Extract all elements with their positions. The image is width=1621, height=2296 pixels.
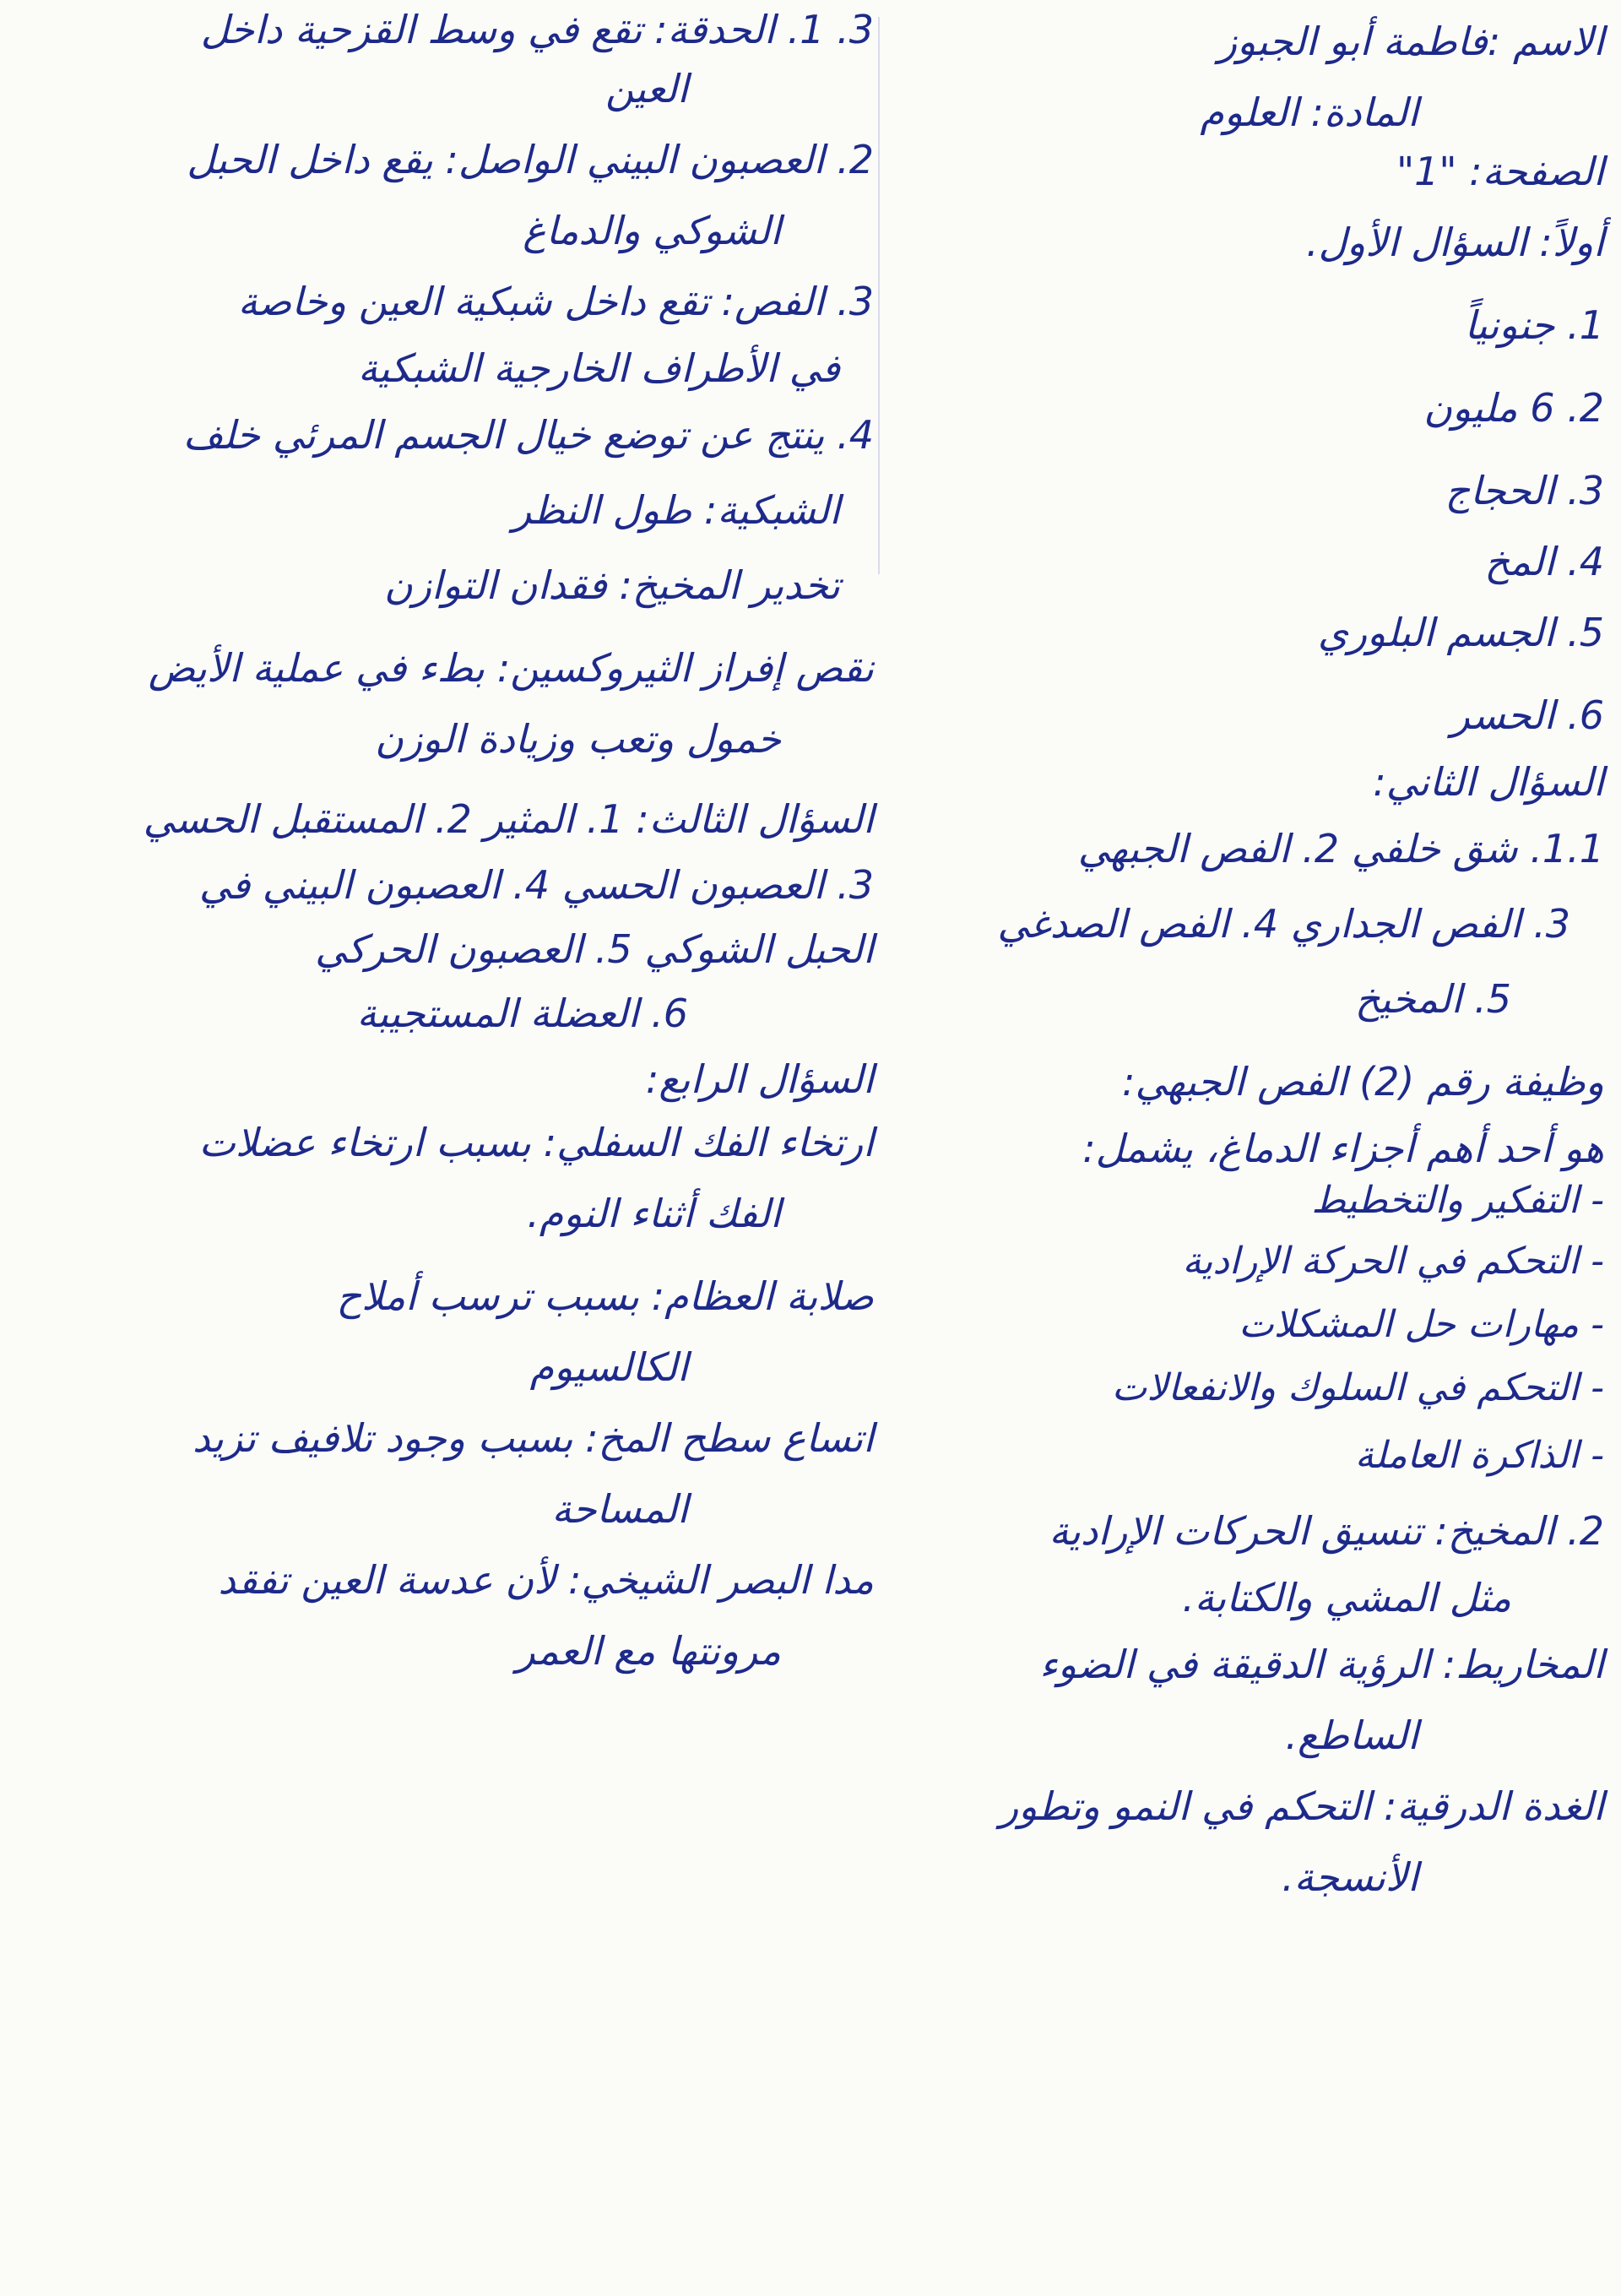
q4-line-3: صلابة العظام: بسبب ترسب أملاح xyxy=(336,1273,874,1319)
q4-line-1: ارتخاء الفك السفلي: بسبب ارتخاء عضلات xyxy=(198,1120,874,1165)
q1-answer-2: 2. 6 مليون xyxy=(1423,385,1604,431)
q4-line-2: الفك أثناء النوم. xyxy=(527,1191,781,1236)
page-number-line: الصفحة: "1" xyxy=(1396,149,1604,194)
q3-line-2: الحبل الشوكي 5. العصبون الحركي xyxy=(315,926,874,972)
q2-line-3: 5. المخيخ xyxy=(1354,976,1511,1022)
pituitary-line: الغدة الدرقية: التحكم في النمو وتطور xyxy=(999,1783,1604,1829)
cerebellum-cont: مثل المشي والكتابة. xyxy=(1182,1575,1511,1620)
function-item-3: - مهارات حل المشكلات xyxy=(1239,1303,1604,1346)
function-item-1: - التفكير والتخطيط xyxy=(1311,1179,1604,1222)
q3-title: السؤال الثالث: 1. المثير 2. المستقبل الحسي xyxy=(143,796,874,842)
q1-title: أولاً: السؤال الأول. xyxy=(1305,220,1604,265)
q3-line-1: 3. العصبون الحسي 4. العصبون البيني في xyxy=(198,862,874,908)
q1-answer-1: 1. جنونياً xyxy=(1464,302,1604,348)
q2-line-1: 1.1. شق خلفي 2. الفص الجبهي xyxy=(1077,826,1604,871)
q4-line-8: مرونتها مع العمر xyxy=(516,1628,781,1674)
q3-part1-line-8: الشبكية: طول النظر xyxy=(512,487,840,533)
q3-line-3: 6. العضلة المستجيبة xyxy=(356,991,688,1036)
student-name: الاسم :فاطمة أبو الجبوز xyxy=(1217,19,1604,64)
cones-cont: الساطع. xyxy=(1285,1713,1418,1758)
q3-part1-line-7: 4. ينتج عن توضع خيال الجسم المرئي خلف xyxy=(182,412,874,458)
cones-line: المخاريط: الرؤية الدقيقة في الضوء xyxy=(1039,1642,1604,1687)
right-column xyxy=(870,0,1604,1907)
q4-line-5: اتساع سطح المخ: بسبب وجود تلافيف تزيد xyxy=(192,1415,874,1461)
q4-line-7: مدا البصر الشيخي: لأن عدسة العين تفقد xyxy=(218,1557,874,1603)
pituitary-cont: الأنسجة. xyxy=(1282,1854,1418,1900)
q3-part1-line-6: في الأطراف الخارجية الشبكية xyxy=(357,345,840,391)
q4-line-4: الكالسيوم xyxy=(529,1344,688,1390)
cerebellum-line: 2. المخيخ: تنسيق الحركات الإرادية xyxy=(1049,1508,1604,1554)
q3-part1-line-5: 3. الفص: تقع داخل شبكية العين وخاصة xyxy=(237,279,874,324)
q2-line-2: 3. الفص الجداري 4. الفص الصدغي xyxy=(997,901,1570,947)
spacer xyxy=(8,768,874,785)
q1-answer-5: 5. الجسم البلوري xyxy=(1317,610,1604,655)
q4-title: السؤال الرابع: xyxy=(645,1056,874,1102)
q1-answer-6: 6. الحسر xyxy=(1450,692,1604,738)
left-column xyxy=(8,0,874,1680)
q1-answer-4: 4. المخ xyxy=(1484,539,1604,584)
subject-line: المادة: العلوم xyxy=(1200,90,1418,135)
function-title: وظيفة رقم (2) الفص الجبهي: xyxy=(1122,1059,1604,1105)
function-item-5: - الذاكرة العاملة xyxy=(1354,1434,1604,1477)
function-intro: هو أحد أهم أجزاء الدماغ، يشمل: xyxy=(1082,1126,1604,1171)
q3-part1-line-3: 2. العصبون البيني الواصل: يقع داخل الحبل xyxy=(187,137,874,182)
q2-title: السؤال الثاني: xyxy=(1373,759,1604,805)
function-item-2: - التحكم في الحركة الإرادية xyxy=(1182,1240,1604,1283)
q3-part1-line-10: نقص إفراز الثيروكسين: بطء في عملية الأيض xyxy=(148,645,874,691)
q3-part1-line-1: 3. 1. الحدقة: تقع في وسط القزحية داخل xyxy=(200,7,874,52)
function-item-4: - التحكم في السلوك والانفعالات xyxy=(1111,1366,1604,1409)
q4-line-6: المساحة xyxy=(551,1486,688,1532)
q3-part1-line-11: خمول وتعب وزيادة الوزن xyxy=(375,716,781,762)
q3-part1-line-2: العين xyxy=(605,66,688,111)
q1-answer-3: 3. الحجاج xyxy=(1445,468,1604,513)
q3-part1-line-4: الشوكي والدماغ xyxy=(523,208,781,253)
q3-part1-line-9: تخدير المخيخ: فقدان التوازن xyxy=(383,562,840,608)
